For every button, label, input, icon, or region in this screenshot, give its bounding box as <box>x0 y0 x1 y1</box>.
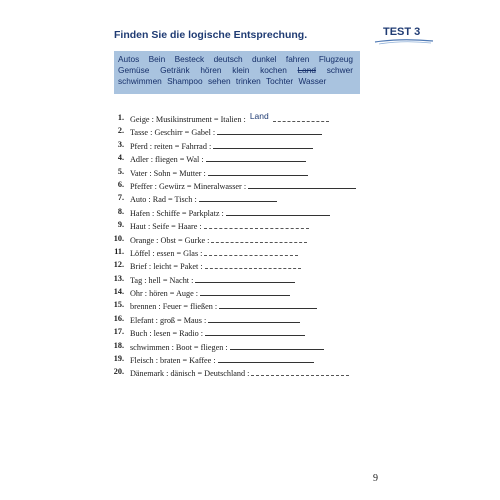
answer-blank[interactable] <box>211 234 307 243</box>
exercise-item <box>110 300 380 313</box>
word-bank-word: Flugzeug <box>318 54 353 64</box>
item-number: 3. <box>117 139 124 149</box>
item-prompt <box>130 180 356 191</box>
exercise-item <box>110 140 380 153</box>
item-prompt <box>130 167 308 178</box>
item-number: 1. <box>117 113 124 122</box>
answer-blank[interactable] <box>248 180 356 189</box>
answer-blank[interactable] <box>199 193 277 202</box>
answer-blank[interactable] <box>208 314 300 323</box>
word-bank-word: Gemüse <box>118 65 150 75</box>
item-prompt <box>130 207 330 218</box>
word-bank-word: Tochter <box>265 76 294 86</box>
item-prompt-text: brennen : Feuer = fließen : <box>130 302 218 312</box>
item-prompt-text: Ohr : hören = Auge : <box>130 289 199 299</box>
item-prompt <box>130 234 307 245</box>
test-underline-swoosh <box>373 37 435 45</box>
answer-blank[interactable] <box>204 247 298 256</box>
word-bank-word: Shampoo <box>167 76 203 86</box>
item-number: 6. <box>117 179 124 189</box>
word-bank-word: dunkel <box>252 54 277 64</box>
item-number: 14. <box>113 287 124 297</box>
exercise-item <box>110 314 380 327</box>
test-label: TEST 3 <box>383 26 421 38</box>
answer-blank[interactable] <box>251 367 349 376</box>
exercise-item <box>110 327 380 340</box>
item-prompt-text: Orange : Obst = Gurke : <box>130 235 210 245</box>
answer-blank[interactable] <box>226 207 330 216</box>
exercise-item <box>110 126 380 139</box>
item-prompt-text: Brief : leicht = Paket : <box>130 262 203 272</box>
item-prompt-text: Elefant : groß = Maus : <box>130 315 207 325</box>
item-prompt <box>130 327 305 338</box>
item-number: 4. <box>117 153 124 163</box>
exercise-item <box>110 354 380 367</box>
answer-blank[interactable] <box>273 113 329 122</box>
item-prompt-text: Hafen : Schiffe = Parkplatz : <box>130 208 224 218</box>
item-number: 19. <box>113 354 124 364</box>
item-number: 8. <box>117 206 124 216</box>
item-prompt-text: Pfeffer : Gewürz = Mineralwasser : <box>130 181 247 191</box>
item-prompt <box>130 287 290 298</box>
instruction-title: Finden Sie die logische Entsprechung. <box>114 29 308 41</box>
item-prompt <box>130 260 301 271</box>
word-bank-word: Autos <box>118 54 140 64</box>
item-prompt-text: Tasse : Geschirr = Gabel : <box>130 128 216 138</box>
exercise-item <box>110 193 380 206</box>
answer-blank[interactable] <box>195 274 295 283</box>
item-prompt <box>130 113 329 124</box>
word-bank-word: klein <box>232 65 250 75</box>
page-number: 9 <box>373 473 378 484</box>
item-number: 20. <box>113 367 124 377</box>
answer-blank[interactable] <box>230 341 324 350</box>
word-bank-word: Land <box>297 65 317 75</box>
word-bank-word: Besteck <box>174 54 205 64</box>
item-prompt <box>130 153 306 164</box>
item-number: 16. <box>113 313 124 323</box>
word-bank-word: trinken <box>235 76 261 86</box>
answer-blank[interactable] <box>217 126 322 135</box>
item-prompt <box>130 367 349 378</box>
answer-blank[interactable] <box>205 327 305 336</box>
item-number: 10. <box>113 233 124 243</box>
exercise-item <box>110 207 380 220</box>
item-prompt <box>130 341 324 352</box>
word-bank-word: kochen <box>260 65 287 75</box>
item-prompt <box>130 314 300 325</box>
item-prompt-text: Adler : fliegen = Wal : <box>130 155 204 165</box>
handwritten-answer: Land <box>249 111 269 121</box>
exercise-item <box>110 153 380 166</box>
item-prompt <box>130 140 313 151</box>
item-prompt-text: Dänemark : dänisch = Deutschland : <box>130 369 250 379</box>
exercise-item <box>110 287 380 300</box>
exercise-item <box>110 220 380 233</box>
item-number: 18. <box>113 340 124 350</box>
exercise-item <box>110 247 380 260</box>
item-prompt-text: Pferd : reiten = Fahrrad : <box>130 141 212 151</box>
item-prompt-text: Haut : Seife = Haare : <box>130 222 202 232</box>
word-bank-word: Wasser <box>298 76 327 86</box>
exercise-item <box>110 260 380 273</box>
exercise-item <box>110 367 380 380</box>
answer-blank[interactable] <box>218 354 314 363</box>
item-prompt <box>130 220 309 231</box>
word-bank-word: fahren <box>285 54 310 64</box>
word-bank-word: deutsch <box>213 54 243 64</box>
word-bank-word: schwimmen <box>118 76 162 86</box>
word-bank-word: Bein <box>148 54 166 64</box>
answer-blank[interactable] <box>204 220 309 229</box>
item-prompt-text: Auto : Rad = Tisch : <box>130 195 197 205</box>
item-prompt <box>130 300 317 311</box>
answer-blank[interactable] <box>213 140 313 149</box>
item-prompt <box>130 247 298 258</box>
answer-blank[interactable] <box>219 300 317 309</box>
word-bank-word: hören <box>200 65 222 75</box>
item-prompt-text: schwimmen : Boot = fliegen : <box>130 342 228 352</box>
exercise-item <box>110 167 380 180</box>
item-prompt-text: Tag : hell = Nacht : <box>130 275 194 285</box>
item-number: 7. <box>117 193 124 203</box>
answer-blank[interactable] <box>205 260 301 269</box>
item-number: 17. <box>113 327 124 337</box>
answer-blank[interactable] <box>206 153 306 162</box>
exercise-list <box>110 113 380 381</box>
exercise-item <box>110 180 380 193</box>
item-number: 9. <box>117 220 124 230</box>
item-prompt <box>130 193 277 204</box>
item-prompt <box>130 126 322 137</box>
word-bank-word: schwer <box>326 65 354 75</box>
item-prompt-text: Vater : Sohn = Mutter : <box>130 168 206 178</box>
item-number: 15. <box>113 300 124 310</box>
word-bank-word: Getränk <box>160 65 190 75</box>
exercise-item <box>110 113 380 126</box>
item-prompt-text: Geige : Musikinstrument = Italien : <box>130 115 246 124</box>
item-number: 13. <box>113 273 124 283</box>
item-prompt-text: Buch : lesen = Radio : <box>130 329 204 339</box>
answer-blank[interactable] <box>200 287 290 296</box>
item-number: 2. <box>117 126 124 136</box>
item-prompt-text: Löffel : essen = Glas : <box>130 248 203 258</box>
item-number: 12. <box>113 260 124 270</box>
item-prompt-text: Fleisch : braten = Kaffee : <box>130 356 216 366</box>
word-bank-word: sehen <box>207 76 231 86</box>
word-bank <box>114 51 360 94</box>
exercise-item <box>110 234 380 247</box>
answer-blank[interactable] <box>208 167 308 176</box>
item-number: 5. <box>117 166 124 176</box>
exercise-item <box>110 274 380 287</box>
item-prompt <box>130 354 314 365</box>
exercise-item <box>110 341 380 354</box>
item-number: 11. <box>114 246 124 256</box>
item-prompt <box>130 274 295 285</box>
